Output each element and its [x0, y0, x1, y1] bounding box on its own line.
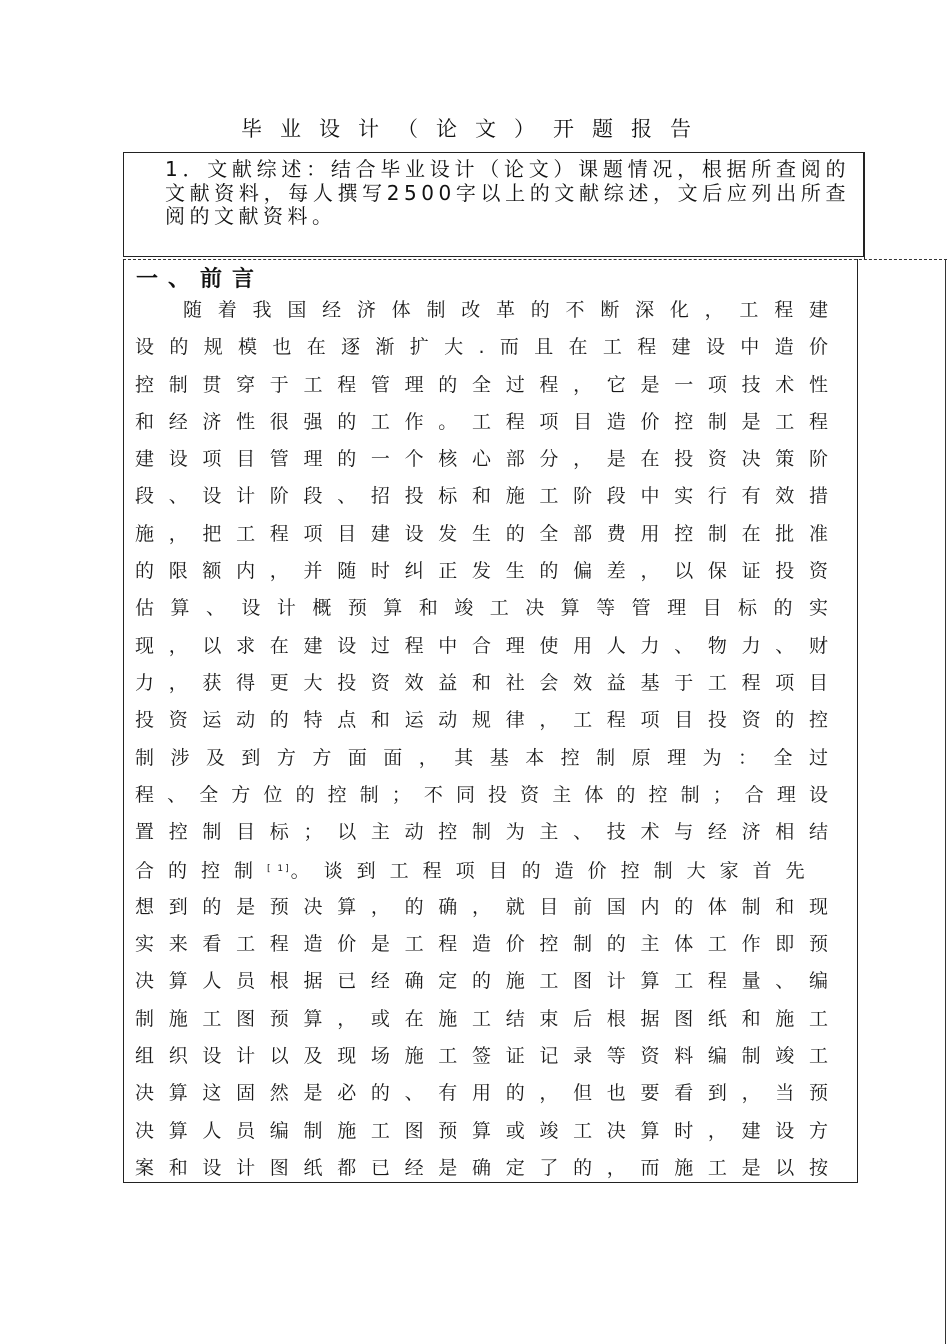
body-paragraph: [135, 296, 828, 1191]
citation-prefix: 合的控制: [135, 860, 268, 883]
outer-border-line: [945, 259, 946, 1344]
paragraph-line: 建设项目管理的一个核心部分，是在投资决策阶: [135, 448, 828, 471]
paragraph-line: 程、全方位的控制；不同投资主体的控制；合理设: [135, 783, 828, 806]
paragraph-line: 制涉及到方方面面，其基本控制原理为：全过: [135, 746, 828, 769]
paragraph-line: 估算、设计概预算和竣工决算等管理目标的实: [135, 597, 828, 620]
paragraph-line: 施，把工程项目建设发生的全部费用控制在批准: [135, 522, 828, 545]
paragraph-line-with-citation: [135, 855, 828, 892]
paragraph-line: 案和设计图纸都已经是确定了的，而施工是以按: [135, 1156, 828, 1179]
paragraph-line: 实来看工程造价是工程造价控制的主体工作即预: [135, 933, 828, 956]
paragraph-line: 设的规模也在逐渐扩大.而且在工程建设中造价: [135, 336, 828, 359]
paragraph-line: 决算人员编制施工图预算或竣工决算时，建设方: [135, 1119, 828, 1142]
citation-suffix: 。谈到工程项目的造价控制大家首先: [290, 860, 819, 883]
paragraph-line: 组织设计以及现场施工签证记录等资料编制竣工: [135, 1044, 828, 1067]
paragraph-line: 的限额内，并随时纠正发生的偏差，以保证投资: [135, 560, 828, 583]
citation-marker: [ 1]: [267, 864, 291, 875]
paragraph-line: 制施工图预算，或在施工结束后根据图纸和施工: [135, 1007, 828, 1030]
paragraph-line: 力，获得更大投资效益和社会效益基于工程项目: [135, 671, 828, 694]
section-heading: 一、前言: [136, 267, 265, 292]
paragraph-line: 随着我国经济体制改革的不断深化，工程建: [183, 299, 828, 321]
paragraph-line: 决算人员根据已经确定的施工图计算工程量、编: [135, 970, 828, 993]
paragraph-line: 控制贯穿于工程管理的全过程，它是一项技术性: [135, 373, 828, 396]
paragraph-line: 现，以求在建设过程中合理使用人力、物力、财: [135, 634, 828, 657]
page-title: 毕业设计（论文）开题报告: [241, 117, 709, 141]
paragraph-line: 置控制目标；以主动控制为主、技术与经济相结: [135, 821, 828, 844]
box-divider: [864, 152, 865, 259]
paragraph-line: 想到的是预决算，的确，就目前国内的体制和现: [135, 895, 828, 918]
paragraph-line: 段、设计阶段、招投标和施工阶段中实行有效措: [135, 485, 828, 508]
requirement-text: 1．文献综述：结合毕业设计（论文）课题情况，根据所查阅的文献资料，每人撰写2500字以上的文献综述，文后应列出所查阅的文献资料。: [165, 157, 850, 228]
paragraph-line: 投资运动的特点和运动规律，工程项目投资的控: [135, 709, 828, 732]
paragraph-line: 和经济性很强的工作。工程项目造价控制是工程: [135, 410, 828, 433]
paragraph-line: 决算这固然是必的、有用的，但也要看到，当预: [135, 1082, 828, 1105]
